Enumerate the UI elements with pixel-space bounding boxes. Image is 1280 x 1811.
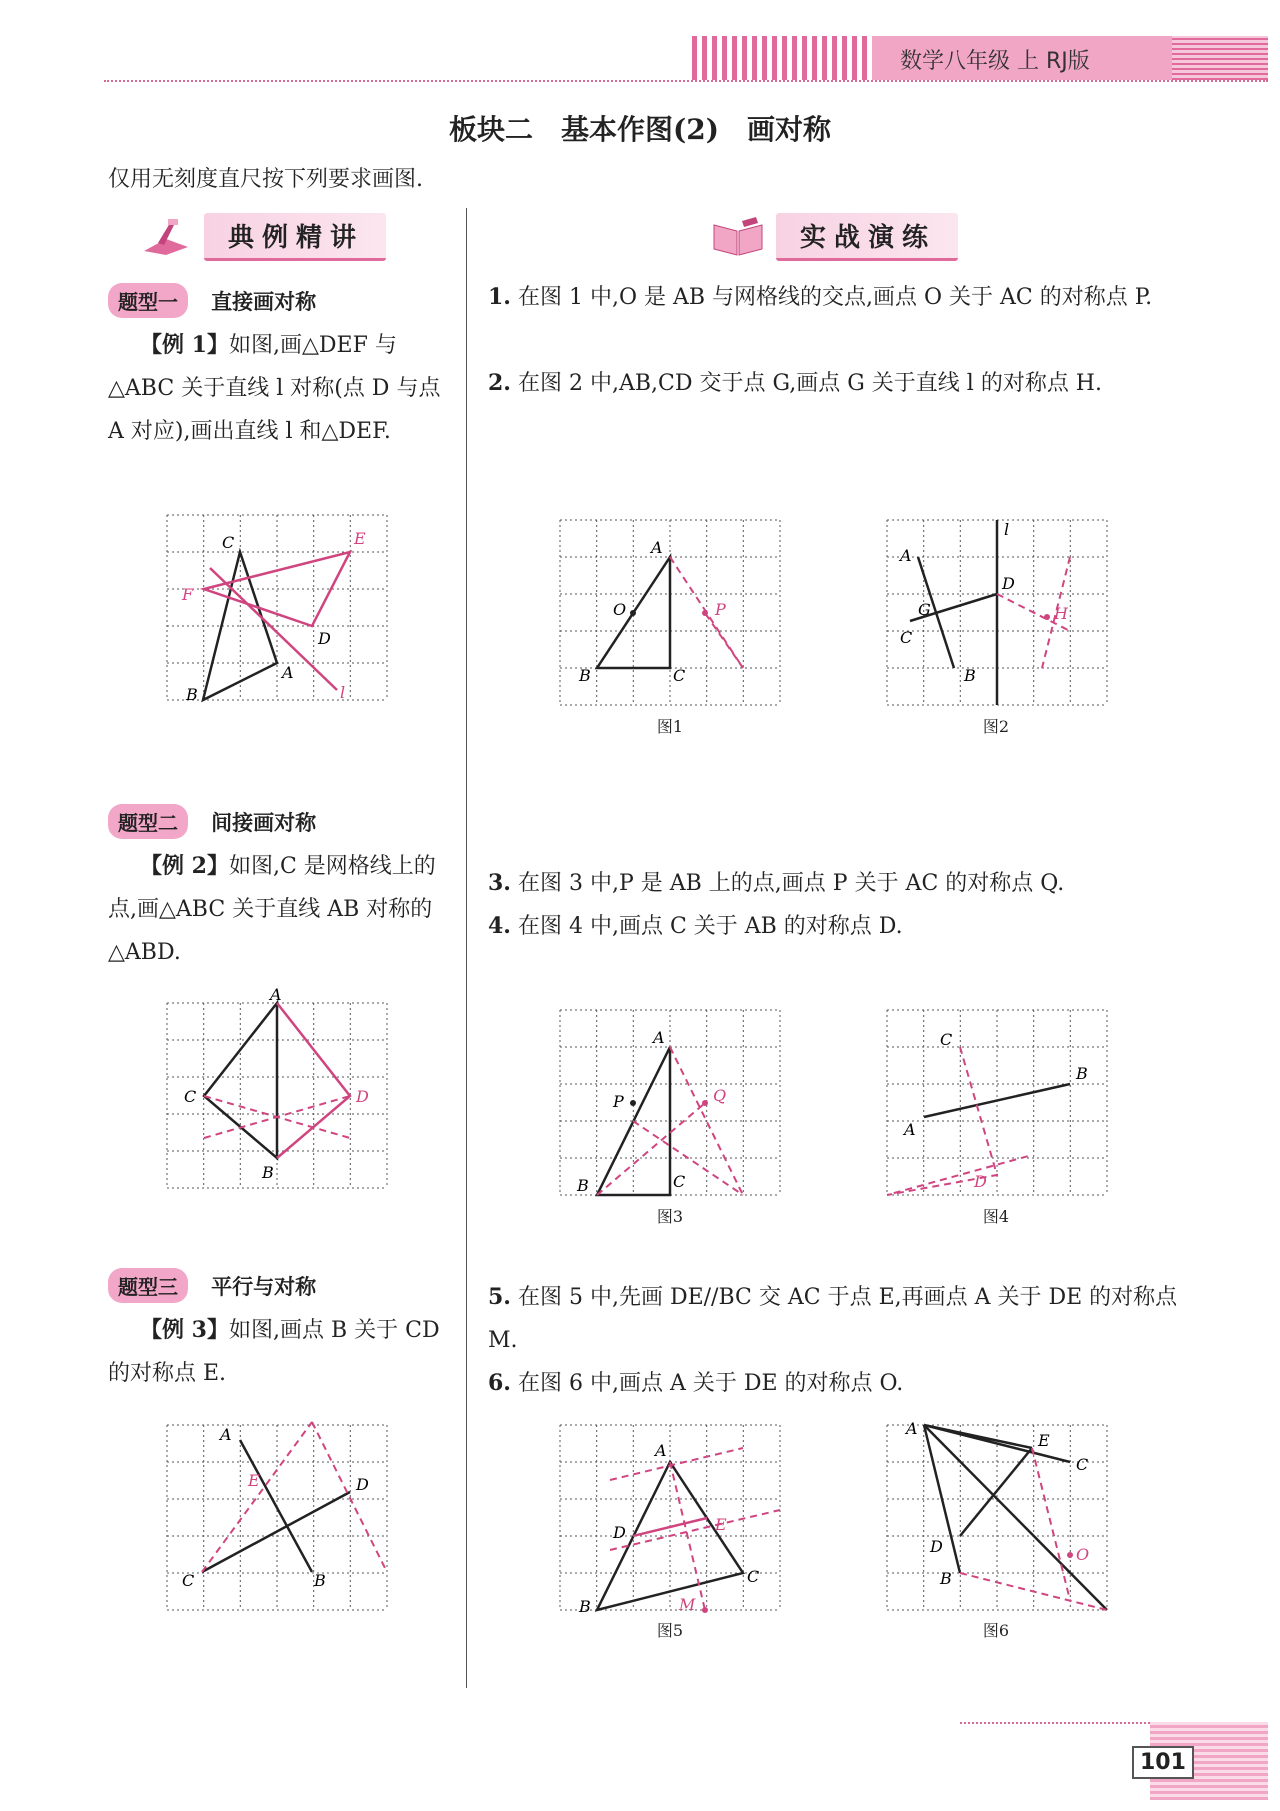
label-l: l: [1004, 520, 1010, 539]
header-right-band: [1172, 36, 1268, 80]
banner-examples-label: 典例精讲: [204, 213, 386, 261]
column-divider: [466, 208, 467, 1688]
label-D: D: [613, 1523, 626, 1542]
segment-ab: [924, 1084, 1070, 1117]
type-1-heading: [108, 283, 316, 318]
question-2-number: 2.: [488, 370, 511, 396]
label-O: O: [1076, 1545, 1090, 1564]
example-2-text: 如图,C 是网格线上的点,画△ABC 关于直线 AB 对称的△ABD.: [108, 854, 436, 965]
label-E: E: [1038, 1431, 1050, 1450]
caption-fig6: 图6: [982, 1621, 1010, 1640]
label-D: D: [356, 1475, 369, 1494]
type-2-heading: [108, 804, 316, 839]
question-5-text: 在图 5 中,先画 DE//BC 交 AC 于点 E,再画点 A 关于 DE 的对称点 M.: [488, 1285, 1178, 1353]
aux-1: [202, 1422, 312, 1572]
label-D: D: [1002, 574, 1015, 593]
question-1-number: 1.: [488, 284, 511, 310]
label-C: C: [222, 533, 235, 552]
example-2: [108, 845, 448, 974]
label-O: O: [613, 600, 627, 619]
label-C: C: [182, 1571, 195, 1590]
type-2-title: 间接画对称: [211, 811, 317, 835]
aux-1: [960, 1573, 1107, 1610]
label-E: E: [354, 529, 366, 548]
caption-fig4: 图4: [982, 1207, 1010, 1226]
question-5-number: 5.: [488, 1284, 511, 1310]
label-A: A: [900, 546, 912, 565]
aux-1: [610, 1448, 743, 1480]
question-3-text: 在图 3 中,P 是 AB 上的点,画点 P 关于 AC 的对称点 Q.: [517, 871, 1065, 896]
label-B: B: [577, 1176, 589, 1195]
figure-example-1: [162, 510, 392, 705]
banner-examples: [140, 214, 386, 260]
label-C: C: [940, 1030, 953, 1049]
question-2-text: 在图 2 中,AB,CD 交于点 G,画点 G 关于直线 l 的对称点 H.: [517, 371, 1102, 396]
label-C: C: [747, 1567, 760, 1586]
figure-6: [882, 1420, 1112, 1615]
question-5: [488, 1276, 1188, 1362]
label-B: B: [186, 685, 198, 704]
label-Q: Q: [713, 1086, 727, 1105]
caption-fig5: 图5: [656, 1621, 684, 1640]
label-B: B: [964, 666, 976, 685]
label-A: A: [220, 1425, 232, 1444]
type-3-title: 平行与对称: [211, 1275, 317, 1299]
example-1: [108, 324, 448, 453]
section-title: 板块二 基本作图(2) 画对称: [449, 113, 831, 146]
label-B: B: [1076, 1064, 1088, 1083]
type-3-badge: 题型三: [108, 1268, 188, 1303]
label-E: E: [715, 1515, 727, 1534]
intro-text: 仅用无刻度直尺按下列要求画图.: [108, 167, 423, 192]
label-B: B: [314, 1571, 326, 1590]
label-C: C: [900, 628, 913, 647]
label-A: A: [655, 1441, 667, 1460]
page-number: 101: [1132, 1746, 1194, 1779]
label-A: A: [653, 1028, 665, 1047]
label-C: C: [1076, 1455, 1089, 1474]
question-6-number: 6.: [488, 1370, 511, 1396]
label-D: D: [974, 1172, 987, 1191]
header-label: 数学八年级 上 RJ版: [900, 49, 1090, 74]
type-1-title: 直接画对称: [211, 290, 317, 314]
label-A: A: [651, 538, 663, 557]
figure-5: [555, 1420, 785, 1615]
label-B: B: [940, 1569, 952, 1588]
type-1-badge: 题型一: [108, 283, 188, 318]
question-1: [488, 276, 1188, 319]
label-E: E: [248, 1471, 260, 1490]
question-2: [488, 362, 1188, 405]
label-D: D: [356, 1087, 369, 1106]
question-3: [488, 862, 1188, 905]
question-4-text: 在图 4 中,画点 C 关于 AB 的对称点 D.: [517, 914, 903, 939]
figure-example-2: [162, 985, 392, 1193]
label-F: F: [182, 585, 194, 604]
example-3-text: 如图,画点 B 关于 CD 的对称点 E.: [108, 1318, 440, 1386]
question-3-number: 3.: [488, 870, 511, 896]
segment-ab: [240, 1440, 312, 1572]
example-3: [108, 1309, 448, 1395]
banner-practice-label: 实战演练: [776, 213, 958, 261]
label-H: H: [1054, 604, 1068, 623]
question-4: [488, 905, 1188, 948]
footer-rule: [960, 1722, 1150, 1724]
type-3-heading: [108, 1268, 316, 1303]
question-6-text: 在图 6 中,画点 A 关于 DE 的对称点 O.: [517, 1371, 904, 1396]
banner-practice: [712, 214, 958, 260]
aux-3: [597, 1103, 705, 1195]
label-A: A: [270, 985, 282, 1004]
label-M: M: [679, 1595, 696, 1614]
label-C: C: [184, 1087, 197, 1106]
label-A: A: [906, 1419, 918, 1438]
figure-example-3: [162, 1420, 392, 1615]
question-4-number: 4.: [488, 913, 511, 939]
figure-1: [555, 515, 785, 710]
question-1-text: 在图 1 中,O 是 AB 与网格线的交点,画点 O 关于 AC 的对称点 P.: [517, 285, 1153, 310]
label-B: B: [579, 666, 591, 685]
caption-fig3: 图3: [656, 1207, 684, 1226]
label-B: B: [262, 1163, 274, 1182]
aux-2: [1032, 1448, 1070, 1600]
label-C: C: [673, 666, 686, 685]
question-6: [488, 1362, 1188, 1405]
label-D: D: [930, 1537, 943, 1556]
caption-fig1: 图1: [656, 717, 684, 736]
figure-4: [882, 1005, 1112, 1200]
lecture-icon: [140, 217, 192, 257]
aux-2: [312, 1422, 387, 1572]
example-3-label: 【例 3】: [140, 1317, 229, 1343]
label-G: G: [918, 600, 931, 619]
label-l: l: [340, 683, 346, 702]
open-book-icon: [712, 217, 764, 257]
label-B: B: [579, 1597, 591, 1616]
label-A: A: [282, 663, 294, 682]
example-1-text: 如图,画△DEF 与△ABC 关于直线 l 对称(点 D 与点 A 对应),画出直线 l 和△DEF.: [108, 333, 441, 444]
label-C: C: [673, 1172, 686, 1191]
label-A: A: [904, 1120, 916, 1139]
label-D: D: [318, 629, 331, 648]
type-2-badge: 题型二: [108, 804, 188, 839]
caption-fig2: 图2: [982, 717, 1010, 736]
label-P: P: [715, 600, 726, 619]
example-2-label: 【例 2】: [140, 853, 229, 879]
label-P: P: [613, 1092, 624, 1111]
header-rule: [104, 80, 1268, 82]
figure-2: [882, 515, 1112, 710]
header-stripes: [692, 36, 872, 80]
example-1-label: 【例 1】: [140, 332, 229, 358]
figure-3: [555, 1005, 785, 1200]
